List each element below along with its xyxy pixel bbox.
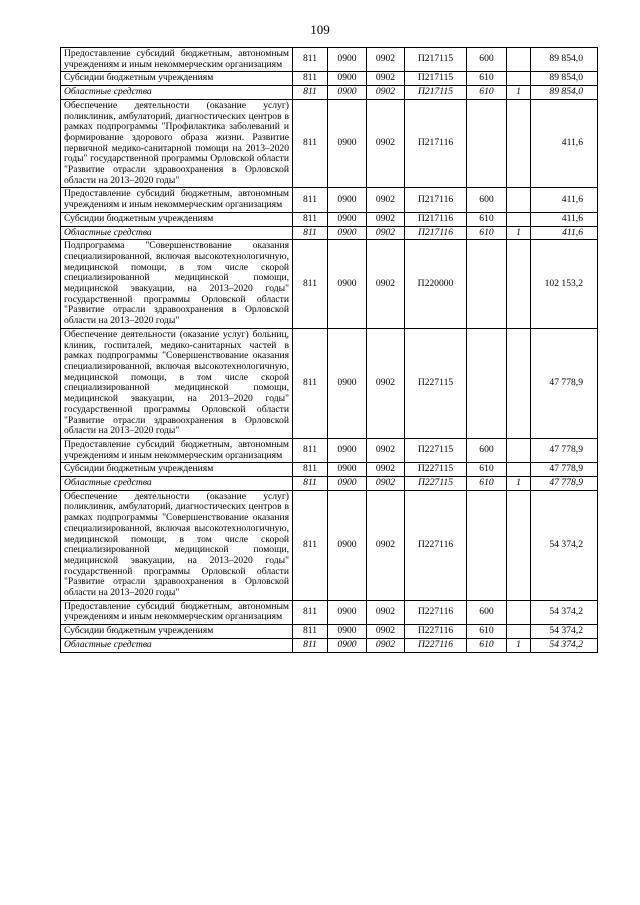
row-target-article-code: П227115	[405, 463, 467, 477]
row-amount: 47 778,9	[531, 477, 598, 491]
row-department-code: 811	[293, 490, 328, 600]
row-target-article-code: П227115	[405, 477, 467, 491]
row-expense-type-code: 600	[467, 48, 507, 72]
row-subsection-code: 0902	[367, 188, 405, 212]
row-target-article-code: П227116	[405, 490, 467, 600]
row-subsection-code: 0902	[367, 240, 405, 329]
row-amount: 89 854,0	[531, 48, 598, 72]
budget-table	[60, 47, 598, 653]
row-department-code: 811	[293, 625, 328, 639]
table-row	[61, 188, 598, 212]
row-section-code: 0900	[328, 99, 367, 188]
row-expense-type-code: 610	[467, 625, 507, 639]
row-section-code: 0900	[328, 600, 367, 624]
row-section-code: 0900	[328, 438, 367, 462]
row-target-article-code: П217115	[405, 48, 467, 72]
row-target-article-code: П220000	[405, 240, 467, 329]
row-section-code: 0900	[328, 477, 367, 491]
row-department-code: 811	[293, 86, 328, 100]
row-funding-source	[507, 625, 531, 639]
row-subsection-code: 0902	[367, 463, 405, 477]
row-expense-type-code: 600	[467, 188, 507, 212]
row-funding-source	[507, 240, 531, 329]
row-section-code: 0900	[328, 188, 367, 212]
row-amount: 89 854,0	[531, 72, 598, 86]
row-section-code: 0900	[328, 463, 367, 477]
row-amount: 54 374,2	[531, 490, 598, 600]
row-expense-type-code: 610	[467, 463, 507, 477]
row-department-code: 811	[293, 226, 328, 240]
budget-table-body	[61, 48, 598, 653]
row-description: Предоставление субсидий бюджетным, автономным учреждениям и иным некоммерческим организациям	[61, 600, 293, 624]
row-description: Предоставление субсидий бюджетным, автономным учреждениям и иным некоммерческим организациям	[61, 188, 293, 212]
row-description: Областные средства	[61, 86, 293, 100]
row-section-code: 0900	[328, 240, 367, 329]
row-funding-source	[507, 438, 531, 462]
row-expense-type-code: 610	[467, 86, 507, 100]
table-row	[61, 72, 598, 86]
row-subsection-code: 0902	[367, 86, 405, 100]
row-department-code: 811	[293, 48, 328, 72]
row-amount: 54 374,2	[531, 600, 598, 624]
row-amount: 411,6	[531, 99, 598, 188]
row-funding-source: 1	[507, 86, 531, 100]
row-subsection-code: 0902	[367, 638, 405, 652]
row-funding-source: 1	[507, 638, 531, 652]
row-expense-type-code: 610	[467, 638, 507, 652]
row-target-article-code: П227116	[405, 600, 467, 624]
row-funding-source	[507, 463, 531, 477]
table-row	[61, 490, 598, 600]
row-funding-source	[507, 600, 531, 624]
row-department-code: 811	[293, 600, 328, 624]
row-subsection-code: 0902	[367, 212, 405, 226]
row-target-article-code: П227115	[405, 328, 467, 438]
row-subsection-code: 0902	[367, 328, 405, 438]
row-amount: 89 854,0	[531, 86, 598, 100]
table-row	[61, 86, 598, 100]
row-amount: 411,6	[531, 212, 598, 226]
row-amount: 411,6	[531, 188, 598, 212]
row-expense-type-code: 610	[467, 477, 507, 491]
row-target-article-code: П227116	[405, 625, 467, 639]
row-amount: 54 374,2	[531, 638, 598, 652]
row-expense-type-code	[467, 490, 507, 600]
table-row	[61, 625, 598, 639]
row-description: Обеспечение деятельности (оказание услуг) поликлиник, амбулаторий, диагностических центров в рамках подпрограммы "Совершенствование оказания специализированной, включая высокотехнологичную, медицинской помощи, в том числе скорой специализированной медицинской помощи, медицинской эвакуации, на 2013–2020 годы" государственной программы Орловской области "Развитие отрасли здравоохранения в Орловской области на 2013–2020 годы"	[61, 490, 293, 600]
row-target-article-code: П227116	[405, 638, 467, 652]
row-description: Подпрограмма "Совершенствование оказания специализированной, включая высокотехнологичную, медицинской помощи, в том числе скорой специализированной медицинской помощи, медицинской эвакуации, на 2013–2020 годы" государственной программы Орловской области "Развитие отрасли здравоохранения в Орловской области на 2013–2020 годы"	[61, 240, 293, 329]
row-funding-source	[507, 328, 531, 438]
row-description: Субсидии бюджетным учреждениям	[61, 625, 293, 639]
table-row	[61, 226, 598, 240]
row-section-code: 0900	[328, 638, 367, 652]
row-department-code: 811	[293, 240, 328, 329]
row-expense-type-code: 600	[467, 438, 507, 462]
row-description: Областные средства	[61, 477, 293, 491]
row-funding-source	[507, 212, 531, 226]
row-expense-type-code: 610	[467, 72, 507, 86]
row-description: Областные средства	[61, 638, 293, 652]
row-expense-type-code	[467, 328, 507, 438]
row-department-code: 811	[293, 463, 328, 477]
row-expense-type-code: 610	[467, 226, 507, 240]
row-subsection-code: 0902	[367, 477, 405, 491]
row-target-article-code: П217115	[405, 72, 467, 86]
row-subsection-code: 0902	[367, 490, 405, 600]
row-expense-type-code	[467, 99, 507, 188]
row-funding-source: 1	[507, 477, 531, 491]
row-subsection-code: 0902	[367, 226, 405, 240]
row-section-code: 0900	[328, 72, 367, 86]
row-description: Субсидии бюджетным учреждениям	[61, 72, 293, 86]
row-funding-source	[507, 48, 531, 72]
row-department-code: 811	[293, 212, 328, 226]
row-section-code: 0900	[328, 48, 367, 72]
table-row	[61, 212, 598, 226]
row-section-code: 0900	[328, 86, 367, 100]
row-description: Обеспечение деятельности (оказание услуг) больниц, клиник, госпиталей, медико-санитарных частей в рамках подпрограммы "Совершенствование оказания специализированной, включая высокотехнологичную, медицинской помощи, в том числе скорой специализированной медицинской помощи, медицинской эвакуации, на 2013–2020 годы" государственной программы Орловской области "Развитие отрасли здравоохранения в Орловской области на 2013–2020 годы"	[61, 328, 293, 438]
row-department-code: 811	[293, 438, 328, 462]
row-amount: 47 778,9	[531, 328, 598, 438]
table-row	[61, 463, 598, 477]
row-department-code: 811	[293, 188, 328, 212]
row-amount: 47 778,9	[531, 463, 598, 477]
table-row	[61, 438, 598, 462]
table-row	[61, 48, 598, 72]
row-section-code: 0900	[328, 212, 367, 226]
row-subsection-code: 0902	[367, 600, 405, 624]
row-section-code: 0900	[328, 625, 367, 639]
row-section-code: 0900	[328, 328, 367, 438]
row-section-code: 0900	[328, 490, 367, 600]
row-target-article-code: П217116	[405, 188, 467, 212]
row-funding-source	[507, 490, 531, 600]
row-subsection-code: 0902	[367, 438, 405, 462]
row-department-code: 811	[293, 328, 328, 438]
row-target-article-code: П217116	[405, 99, 467, 188]
table-row	[61, 638, 598, 652]
table-row	[61, 600, 598, 624]
table-row	[61, 240, 598, 329]
row-department-code: 811	[293, 477, 328, 491]
row-funding-source	[507, 99, 531, 188]
row-amount: 102 153,2	[531, 240, 598, 329]
row-amount: 54 374,2	[531, 625, 598, 639]
row-description: Областные средства	[61, 226, 293, 240]
row-description: Обеспечение деятельности (оказание услуг) поликлиник, амбулаторий, диагностических центров в рамках подпрограммы "Профилактика заболеваний и формирование здорового образа жизни. Развитие первичной медико-санитарной помощи на 2013–2020 годы" государственной программы Орловской области "Развитие отрасли здравоохранения в Орловской области на 2013–2020 годы"	[61, 99, 293, 188]
row-target-article-code: П217115	[405, 86, 467, 100]
row-subsection-code: 0902	[367, 625, 405, 639]
row-target-article-code: П217116	[405, 212, 467, 226]
row-target-article-code: П217116	[405, 226, 467, 240]
row-subsection-code: 0902	[367, 48, 405, 72]
row-amount: 47 778,9	[531, 438, 598, 462]
row-subsection-code: 0902	[367, 72, 405, 86]
table-row	[61, 328, 598, 438]
row-department-code: 811	[293, 638, 328, 652]
page-number: 109	[310, 22, 330, 37]
row-funding-source: 1	[507, 226, 531, 240]
row-expense-type-code	[467, 240, 507, 329]
table-row	[61, 477, 598, 491]
row-section-code: 0900	[328, 226, 367, 240]
row-funding-source	[507, 188, 531, 212]
table-row	[61, 99, 598, 188]
row-description: Предоставление субсидий бюджетным, автономным учреждениям и иным некоммерческим организациям	[61, 438, 293, 462]
row-expense-type-code: 600	[467, 600, 507, 624]
row-description: Субсидии бюджетным учреждениям	[61, 463, 293, 477]
row-expense-type-code: 610	[467, 212, 507, 226]
row-description: Субсидии бюджетным учреждениям	[61, 212, 293, 226]
row-department-code: 811	[293, 72, 328, 86]
row-subsection-code: 0902	[367, 99, 405, 188]
row-department-code: 811	[293, 99, 328, 188]
row-target-article-code: П227115	[405, 438, 467, 462]
row-funding-source	[507, 72, 531, 86]
row-amount: 411,6	[531, 226, 598, 240]
row-description: Предоставление субсидий бюджетным, автономным учреждениям и иным некоммерческим организациям	[61, 48, 293, 72]
